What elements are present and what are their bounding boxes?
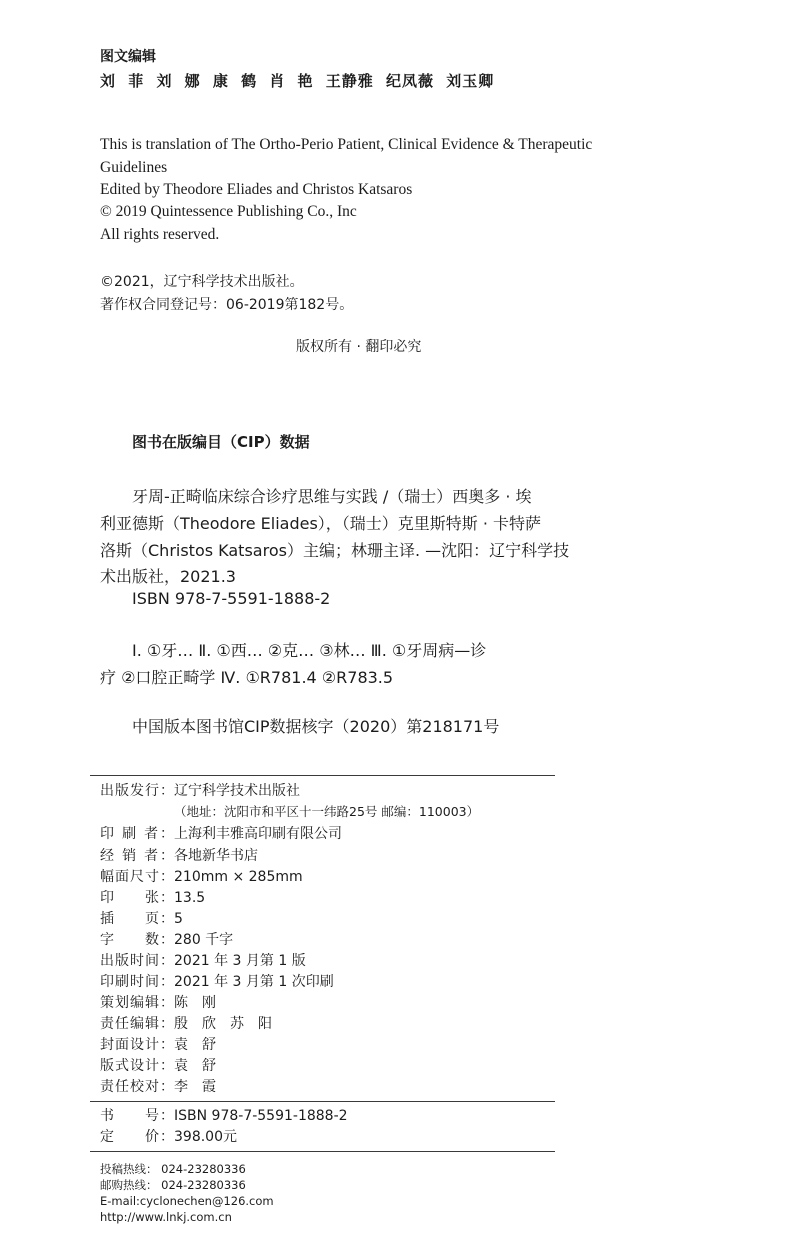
- info-label: 出版时间：: [100, 953, 174, 969]
- info-row-layout-design: [100, 1056, 216, 1076]
- info-value: 398.00元: [174, 1129, 237, 1145]
- info-value: 280 千字: [174, 932, 234, 948]
- info-label: 版式设计：: [100, 1058, 174, 1074]
- contact-email: E-mail:cyclonechen@126.com: [100, 1194, 274, 1208]
- cip-entry-line-4: 术出版社，2021.3: [100, 567, 236, 586]
- info-value: 辽宁科学技术出版社: [174, 783, 300, 799]
- english-line-3: Edited by Theodore Eliades and Christos Katsaros: [100, 181, 413, 198]
- info-row-proofreader: [100, 1077, 216, 1097]
- info-label: 印 刷 者：: [100, 826, 174, 842]
- info-row-responsible-editor: [100, 1014, 272, 1034]
- info-value: 袁 舒: [174, 1058, 216, 1074]
- info-value: 13.5: [174, 890, 206, 906]
- cip-entry-line-1: 牙周-正畸临床综合诊疗思维与实践 /（瑞士）西奥多 · 埃: [132, 487, 532, 506]
- info-value: 陈 刚: [174, 995, 216, 1011]
- mail-hotline: 邮购热线： 024-23280336: [100, 1178, 246, 1192]
- info-row-address: [174, 802, 479, 822]
- info-row-book-number: [100, 1106, 348, 1126]
- info-row-sheets: [100, 888, 205, 908]
- info-label: 插 页：: [100, 911, 174, 927]
- info-value: 2021 年 3 月第 1 次印刷: [174, 974, 334, 990]
- info-label: 字 数：: [100, 932, 174, 948]
- cip-classification-line-1: Ⅰ. ①牙… Ⅱ. ①西… ②克… ③林… Ⅲ. ①牙周病—诊: [132, 641, 487, 660]
- info-row-print-date: [100, 972, 334, 992]
- info-row-planning-editor: [100, 993, 216, 1013]
- info-value: 5: [174, 911, 183, 927]
- info-label: 责任编辑：: [100, 1016, 174, 1032]
- info-value: 袁 舒: [174, 1037, 216, 1053]
- english-line-1: This is translation of The Ortho-Perio Patient, Clinical Evidence & Therapeutic: [100, 136, 593, 153]
- cip-heading: 图书在版编目（CIP）数据: [132, 433, 310, 451]
- info-row-publisher: [100, 781, 300, 801]
- info-label: 书 号：: [100, 1108, 174, 1124]
- info-label: 封面设计：: [100, 1037, 174, 1053]
- info-value: 2021 年 3 月第 1 版: [174, 953, 306, 969]
- cip-entry-line-3: 洛斯（Christos Katsaros）主编；林珊主译. —沈阳：辽宁科学技: [100, 541, 570, 560]
- cip-verification: 中国版本图书馆CIP数据核字（2020）第218171号: [132, 717, 500, 736]
- info-value: 上海利丰雅高印刷有限公司: [174, 826, 342, 842]
- info-value: （地址：沈阳市和平区十一纬路25号 邮编：110003）: [174, 804, 480, 819]
- info-label: 出版发行：: [100, 783, 174, 799]
- divider-top: [90, 775, 555, 776]
- copyright-cn-line-2: 著作权合同登记号：06-2019第182号。: [100, 297, 354, 313]
- info-row-cover-design: [100, 1035, 216, 1055]
- info-label: 幅面尺寸：: [100, 869, 174, 885]
- cip-classification-line-2: 疗 ②口腔正畸学 Ⅳ. ①R781.4 ②R783.5: [100, 668, 394, 687]
- info-value: 210mm × 285mm: [174, 869, 303, 885]
- info-value: 殷 欣 苏 阳: [174, 1016, 272, 1032]
- cip-isbn: ISBN 978-7-5591-1888-2: [132, 589, 331, 608]
- info-row-printer: [100, 824, 342, 844]
- info-row-publish-date: [100, 951, 306, 971]
- info-label: 策划编辑：: [100, 995, 174, 1011]
- info-row-price: [100, 1127, 237, 1147]
- info-row-wordcount: [100, 930, 233, 950]
- info-row-inserts: [100, 909, 183, 929]
- editors-names: 刘 菲 刘 娜 康 鹤 肖 艳 王静雅 纪凤薇 刘玉卿: [100, 72, 495, 90]
- info-label: 印 张：: [100, 890, 174, 906]
- info-row-distributor: [100, 846, 258, 866]
- english-line-4: © 2019 Quintessence Publishing Co., Inc: [100, 203, 357, 220]
- english-line-2: Guidelines: [100, 159, 168, 176]
- info-value: ISBN 978-7-5591-1888-2: [174, 1108, 348, 1124]
- info-value: 各地新华书店: [174, 848, 258, 864]
- divider-bottom: [90, 1151, 555, 1152]
- submission-hotline: 投稿热线： 024-23280336: [100, 1162, 246, 1176]
- divider-middle: [90, 1101, 555, 1102]
- cip-entry-line-2: 利亚德斯（Theodore Eliades），（瑞士）克里斯特斯 · 卡特萨: [100, 514, 542, 533]
- info-label: 印刷时间：: [100, 974, 174, 990]
- info-value: 李 霞: [174, 1079, 216, 1095]
- contact-website: http://www.lnkj.com.cn: [100, 1210, 232, 1224]
- editors-heading: 图文编辑: [100, 49, 156, 65]
- english-line-5: All rights reserved.: [100, 226, 220, 243]
- info-label: 责任校对：: [100, 1079, 174, 1095]
- info-label: 经 销 者：: [100, 848, 174, 864]
- info-row-format: [100, 867, 303, 887]
- info-label: 定 价：: [100, 1129, 174, 1145]
- copyright-cn-line-1: ©2021，辽宁科学技术出版社。: [100, 274, 304, 290]
- rights-notice: 版权所有 · 翻印必究: [296, 339, 422, 355]
